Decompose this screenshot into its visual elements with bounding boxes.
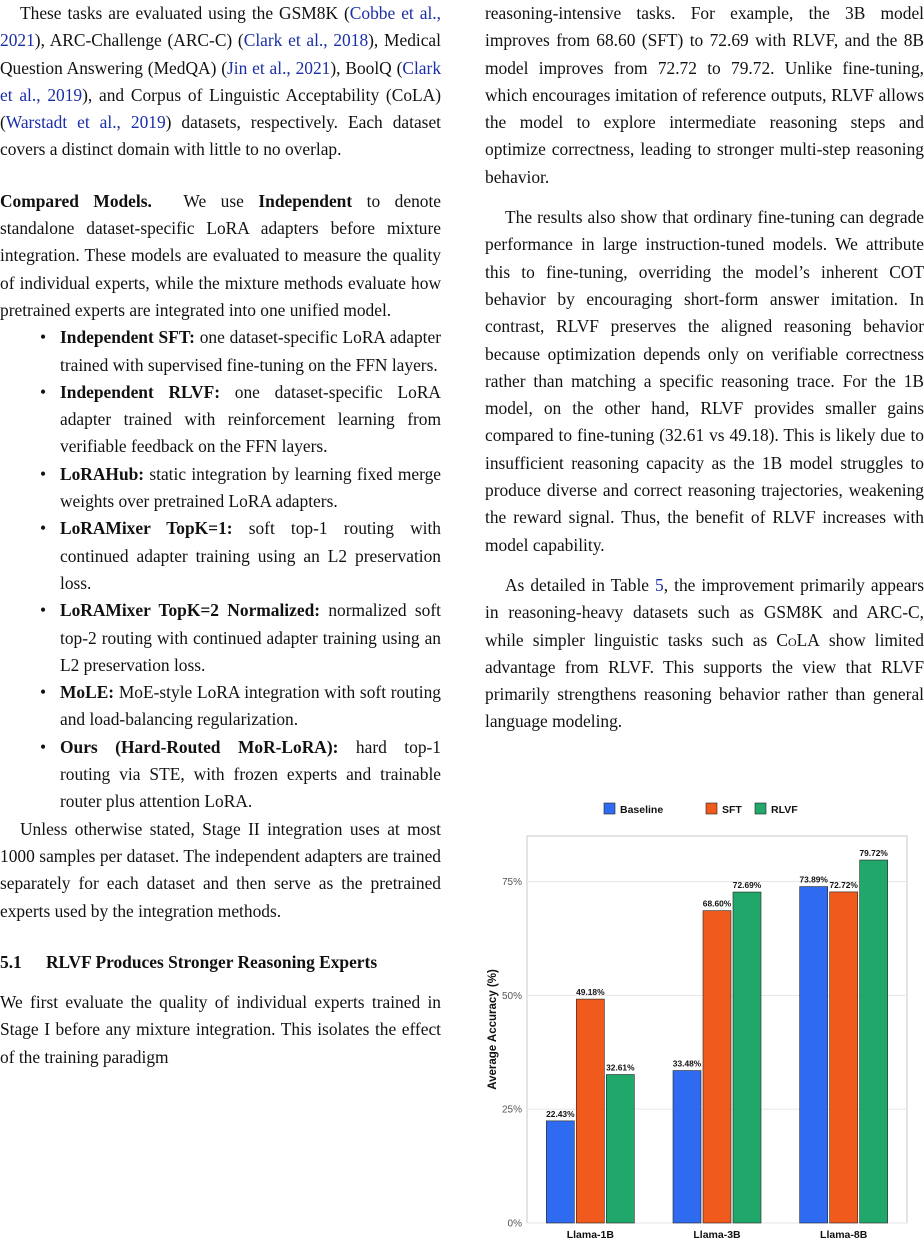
data-label: 79.72%: [859, 848, 888, 859]
text-run: As detailed in Table: [505, 574, 656, 595]
legend-label-sft: SFT: [722, 804, 742, 816]
model-name: Independent SFT:: [60, 327, 195, 348]
accuracy-bar-chart: [470, 770, 910, 1240]
legend-label-rlvf: RLVF: [771, 804, 798, 816]
bar-sft: [703, 911, 731, 1223]
bold-run: Compared Models.: [0, 190, 152, 211]
datasets-paragraph: [0, 0, 441, 164]
table-reference-paragraph: [485, 572, 924, 736]
data-label: 72.72%: [829, 879, 858, 890]
bar-baseline: [546, 1121, 574, 1223]
citation-link[interactable]: Warstadt et al., 2019: [5, 112, 166, 133]
compared-model-item: [0, 379, 441, 461]
right-column: [485, 0, 924, 736]
text-run: CoLA: [776, 629, 820, 650]
model-description: MoE-style LoRA integration with soft routing and load-balancing regularization.: [60, 682, 441, 730]
bar-baseline: [673, 1071, 701, 1223]
text-run: ), and Corpus of Linguistic Acceptability (CoLA) (: [0, 84, 441, 133]
compared-model-item: [0, 324, 441, 379]
compared-model-item: [0, 679, 441, 734]
compared-model-item: [0, 734, 441, 816]
model-name: LoRAMixer TopK=1:: [60, 518, 233, 539]
stage-two-paragraph: Unless otherwise stated, Stage II integration uses at most 1000 samples per dataset. The independent adapters are trained separately for each dataset and then serve as the pretrained experts used by the integration methods.: [0, 818, 441, 921]
model-name: MoLE:: [60, 682, 115, 703]
compared-model-item: [0, 461, 441, 516]
legend-swatch-rlvf: [755, 803, 766, 814]
text-run: to denote standalone dataset-specific LoRA adapters before mixture integration. These models are evaluated to measure the quality of individual experts, while the mixture methods evaluate how pretrained experts are integrated into one unified model.: [0, 190, 442, 320]
data-label: 22.43%: [546, 1108, 575, 1119]
citation-link[interactable]: Clark et al., 2018: [243, 30, 369, 51]
bar-sft: [830, 892, 858, 1223]
text-run: , the improvement primarily appears in reasoning-heavy datasets such as GSM8K and ARC-C, while simpler linguistic tasks such as: [485, 574, 924, 650]
y-tick-label: 0%: [507, 1218, 522, 1230]
model-name: LoRAHub:: [60, 463, 145, 484]
data-label: 68.60%: [702, 898, 732, 909]
bar-baseline: [800, 887, 828, 1223]
degradation-paragraph: The results also show that ordinary fine-tuning can degrade performance in large instruction-tuned models. We attribute this to fine-tuning, overriding the model’s inherent COT behavior by encouraging short-form answer imitation. In contrast, RLVF preserves the aligned reasoning behavior because optimization depends only on verifiable correctness rather than matching a specific reasoning trace. For the 1B model, on the other hand, RLVF provides smaller gains compared to fine-tuning (32.61 vs 49.18). This is likely due to insufficient reasoning capacity as the 1B model struggles to produce diverse and correct reasoning trajectories, weakening the reward signal. Thus, the benefit of RLVF increases with model capability.: [485, 207, 924, 555]
data-label: 49.18%: [576, 987, 605, 998]
text-run: We use: [151, 190, 259, 211]
compared-model-item: [0, 515, 441, 597]
text-run: ), BoolQ (: [330, 57, 403, 78]
bar-rlvf: [606, 1075, 634, 1223]
citation-link[interactable]: Jin et al., 2021: [227, 57, 331, 78]
bar-rlvf: [733, 892, 761, 1223]
text-run: ) datasets, respectively. Each dataset covers a distinct domain with little to no overlap.: [0, 112, 441, 160]
data-label: 72.69%: [732, 880, 762, 891]
y-axis-label: Average Accuracy (%): [487, 969, 499, 1090]
compared-model-item: [0, 597, 441, 679]
y-tick-label: 75%: [501, 877, 522, 889]
compared-models-paragraph: [0, 188, 441, 324]
section-number: 5.1: [0, 951, 22, 972]
text-run: ), Medical Question Answering (MedQA) (: [0, 30, 441, 78]
y-tick-label: 25%: [501, 1104, 522, 1116]
bar-rlvf: [860, 860, 888, 1223]
y-tick-label: 50%: [501, 990, 522, 1002]
citation-link[interactable]: Clark et al., 2019: [0, 57, 442, 105]
bar-sft: [576, 999, 604, 1223]
model-description: one dataset-specific LoRA adapter trained with supervised fine-tuning on the FFN layers.: [60, 327, 441, 375]
model-name: Independent RLVF:: [60, 381, 221, 402]
legend-label-baseline: Baseline: [620, 804, 664, 816]
model-description: normalized soft top-2 routing with continued adapter training using an L2 preservation loss.: [60, 600, 441, 675]
data-label: 32.61%: [606, 1062, 635, 1073]
compared-models-list: [0, 324, 441, 815]
model-name: Ours (Hard-Routed MoR-LoRA):: [60, 736, 339, 757]
experts-paragraph: We first evaluate the quality of individual experts trained in Stage I before any mixture integration. This isolates the effect of the training paradigm: [0, 992, 441, 1067]
model-description: one dataset-specific LoRA adapter trained with reinforcement learning from verifiable feedback on the FFN layers.: [60, 381, 441, 457]
section-title: RLVF Produces Stronger Reasoning Experts: [46, 951, 378, 972]
x-tick-label: Llama-8B: [820, 1229, 868, 1240]
data-label: 33.48%: [672, 1058, 702, 1069]
model-description: static integration by learning fixed merge weights over pretrained LoRA adapters.: [60, 463, 441, 512]
x-tick-label: Llama-3B: [693, 1229, 741, 1240]
section-heading: [0, 949, 441, 976]
model-description: hard top-1 routing via STE, with frozen experts and trainable router plus attention LoRA.: [60, 736, 442, 812]
legend-swatch-sft: [706, 803, 717, 814]
text-run: show limited advantage from RLVF. This supports the view that RLVF primarily strengthens reasoning behavior rather than general language modeling.: [485, 629, 924, 732]
results-paragraph: reasoning-intensive tasks. For example, the 3B model improves from 68.60 (SFT) to 72.69 with RLVF, and the 8B model improves from 72.72 to 79.72. Unlike fine-tuning, which encourages imitation of reference outputs, RLVF allows the model to explore intermediate reasoning steps and optimize correctness, leading to stronger multi-step reasoning behavior.: [485, 3, 924, 187]
data-label: 73.89%: [799, 874, 828, 885]
model-name: LoRAMixer TopK=2 Normalized:: [60, 600, 321, 621]
model-description: soft top-1 routing with continued adapter training using an L2 preservation loss.: [60, 518, 441, 593]
bold-run: Independent: [258, 190, 353, 211]
text-run: ), ARC-Challenge (ARC-C) (: [34, 30, 244, 51]
citation-link[interactable]: 5: [655, 574, 664, 595]
left-column: [0, 0, 441, 1071]
citation-link[interactable]: Cobbe et al., 2021: [0, 3, 441, 51]
text-run: These tasks are evaluated using the GSM8K (: [20, 3, 350, 23]
x-tick-label: Llama-1B: [566, 1229, 614, 1240]
legend-swatch-baseline: [604, 803, 615, 814]
